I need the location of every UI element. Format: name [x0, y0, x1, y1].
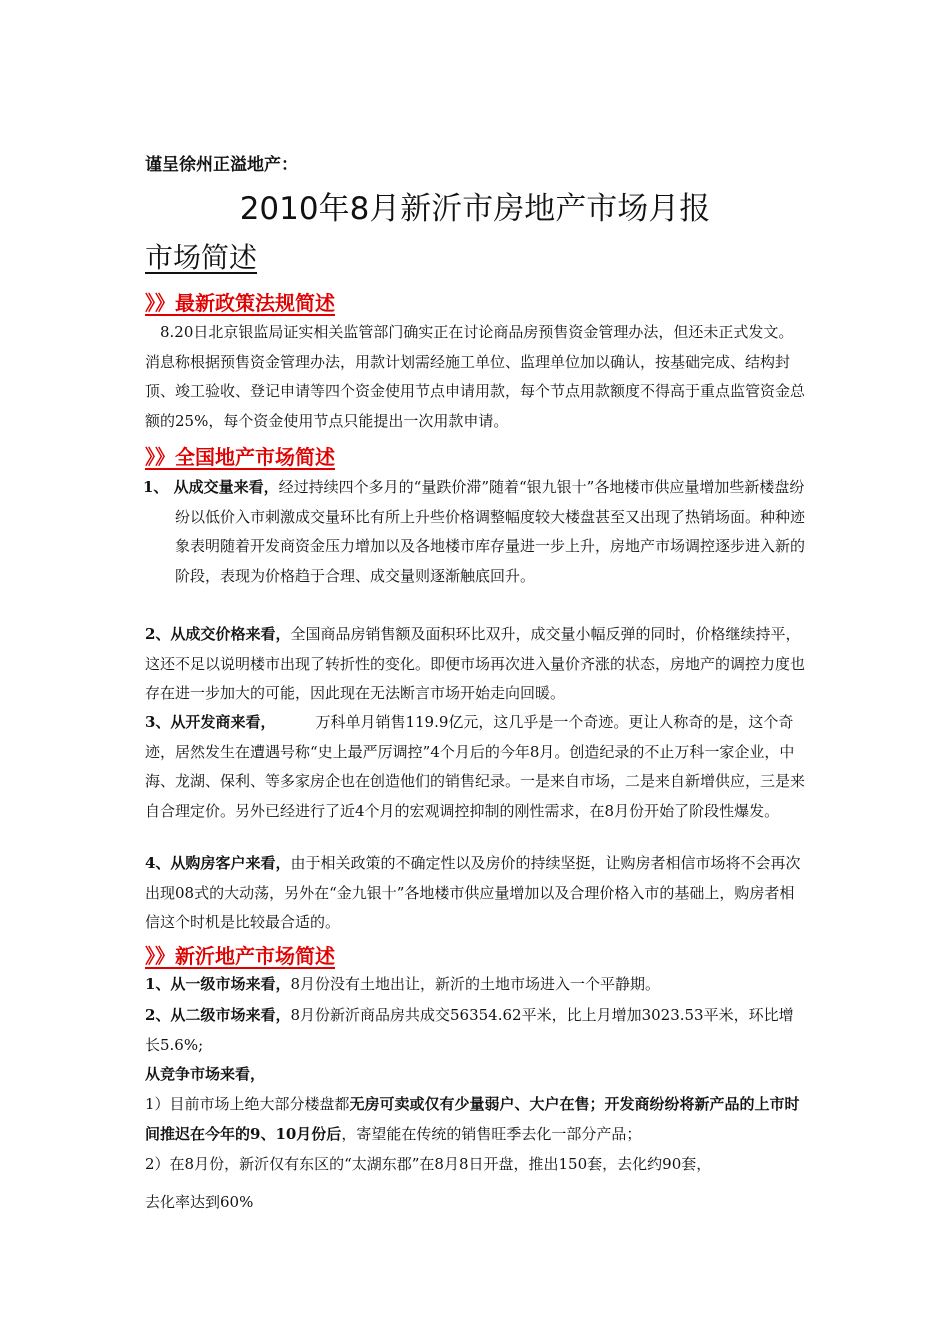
item-text: 全国商品房销售额及面积环比双升，成交量小幅反弹的同时，价格继续持平，这还不足以说明楼市出现了转折性的变化。即便市场再次进入量价齐涨的状态，房地产的调控力度也存在进一步加大的可能，因此现在无法断言市场开始走向回暖。	[145, 625, 806, 702]
national-item-2	[145, 620, 807, 709]
item-label: 1、 从成交量来看，	[143, 478, 279, 496]
xinyi-item-1	[145, 970, 807, 1000]
competition-item-1	[145, 1090, 807, 1149]
item-label: 3、从开发商来看，	[145, 713, 276, 731]
policy-paragraph: 8.20日北京银监局证实相关监管部门确实正在讨论商品房预售资金管理办法，但还未正式发文。消息称根据预售资金管理办法，用款计划需经施工单位、监理单位加以确认，按基础完成、结构封顶、竣工验收、登记申请等四个资金使用节点申请用款，每个节点用款额度不得高于重点监管资金总额的25%，每个资金使用节点只能提出一次用款申请。	[145, 323, 806, 430]
xinyi-item-2	[145, 1001, 807, 1060]
item-label: 1、从一级市场来看，	[145, 975, 291, 993]
national-item-3	[145, 708, 807, 826]
item-text: 万科单月销售119.9亿元，这几乎是一个奇迹。更让人称奇的是，这个奇迹，居然发生在遭遇号称“史上最严厉调控”4个月后的今年8月。创造纪录的不止万科一家企业，中海、龙湖、保利、等多家房企也在创造他们的销售纪录。一是来自市场，二是来自新增供应，三是来自合理定价。另外已经进行了近4个月的宏观调控抑制的刚性需求，在8月份开始了阶段性爆发。	[145, 713, 806, 820]
national-heading: 》》全国地产市场简述	[145, 445, 335, 469]
section-title: 市场简述	[145, 241, 258, 274]
competition-item-2: 2）在8月份，新沂仅有东区的“太湖东郡”在8月8日开盘，推出150套，去化约90套，	[145, 1155, 712, 1173]
item-text: 由于相关政策的不确定性以及房价的持续坚挺，让购房者相信市场将不会再次出现08式的大动荡，另外在“金九银十”各地楼市供应量增加以及合理价格入市的基础上，购房者相信这个时机是比较最合适的。	[145, 854, 801, 931]
item-text: 经过持续四个多月的“量跌价滞”随着“银九银十”各地楼市供应量增加些新楼盘纷纷以低价入市刺激成交量环比有所上升些价格调整幅度较大楼盘甚至又出现了热销场面。种种迹象表明随着开发商资金压力增加以及各地楼市库存量进一步上升，房地产市场调控逐步进入新的阶段，表现为价格趋于合理、成交量则逐渐触底回升。	[175, 478, 806, 585]
item-text: 8月份新沂商品房共成交56354.62平米，比上月增加3023.53平米，环比增长5.6%;	[145, 1006, 794, 1054]
national-item-1	[143, 473, 806, 591]
item-label: 2、从成交价格来看，	[145, 625, 291, 643]
item-text: 8月份没有土地出让，新沂的土地市场进入一个平静期。	[290, 975, 660, 993]
policy-heading: 》》最新政策法规简述	[145, 291, 335, 315]
item-suffix: ，寄望能在传统的销售旺季去化一部分产品；	[341, 1124, 642, 1143]
competition-label: 从竞争市场来看，	[145, 1065, 266, 1083]
report-title: 2010年8月新沂市房地产市场月报	[239, 191, 711, 227]
national-item-4	[145, 849, 807, 938]
item-bold: 无房可卖或仅有少量弱户、大户在售；开发商纷纷将新产品的上市时间推迟在今年的9、10月份后	[145, 1095, 800, 1143]
item-label: 2、从二级市场来看，	[145, 1006, 291, 1024]
addressee: 谨呈徐州正溢地产：	[145, 155, 298, 175]
item-prefix: 1）目前市场上绝大部分楼盘都	[145, 1095, 350, 1113]
item-label: 4、从购房客户来看，	[145, 854, 291, 872]
competition-item-2-continued: 去化率达到60%	[145, 1193, 254, 1211]
xinyi-heading: 》》新沂地产市场简述	[145, 944, 335, 968]
